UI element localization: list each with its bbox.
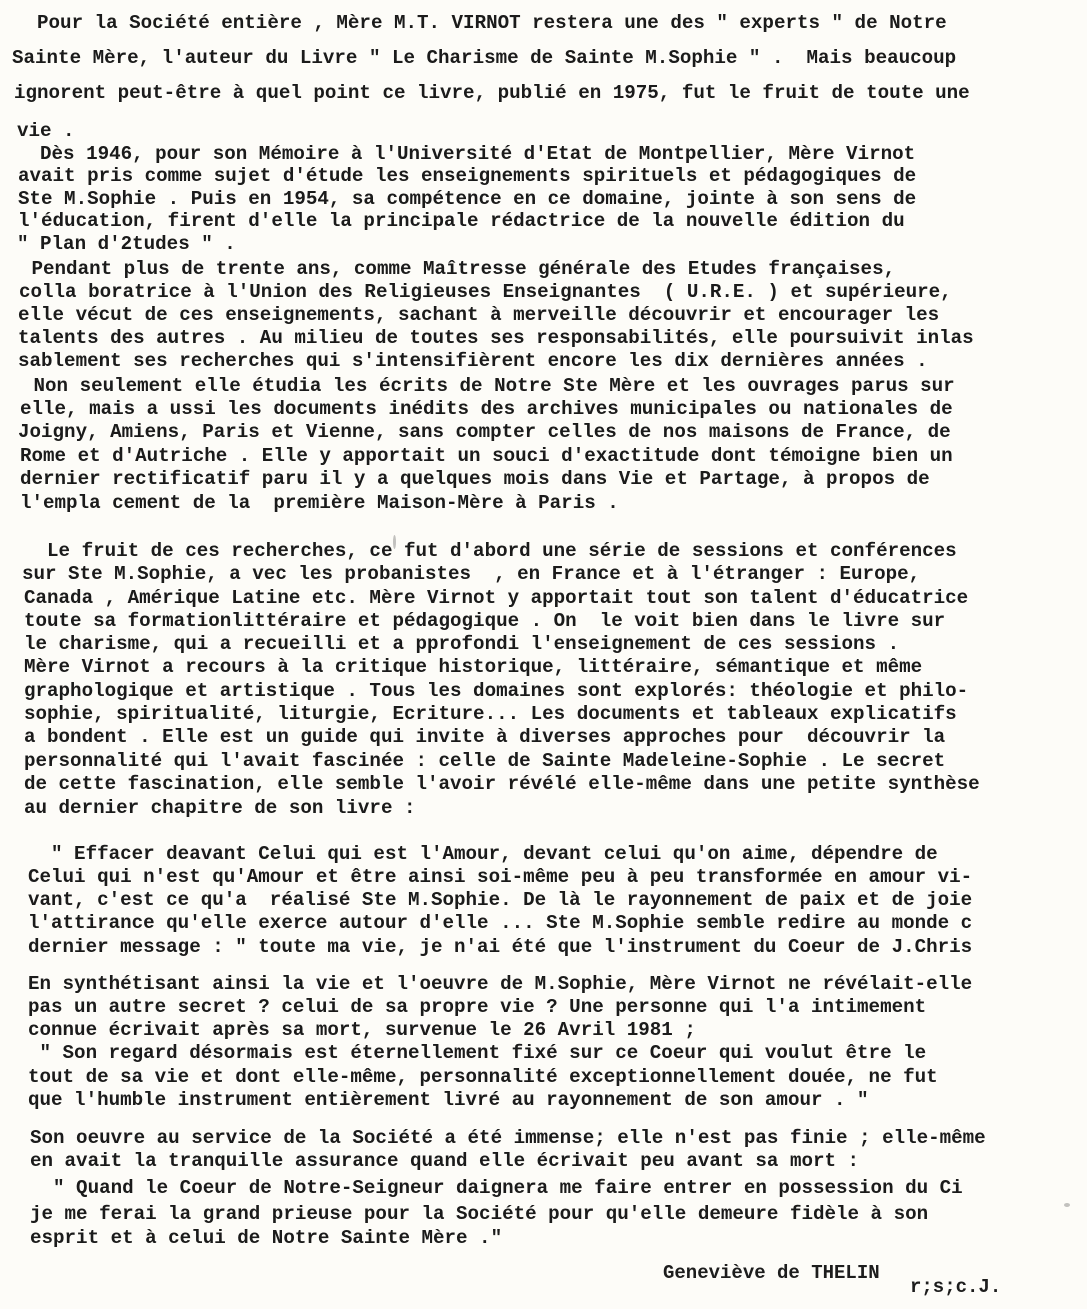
text-line: dernier rectificatif paru il y a quelques mois dans Vie et Partage, à propos de [20, 468, 930, 490]
text-line: je me ferai la grand prieuse pour la Société pour qu'elle demeure fidèle à son [30, 1203, 929, 1225]
text-line: que l'humble instrument entièrement livré au rayonnement de son amour . " [28, 1089, 869, 1111]
text-line: vant, c'est ce qu'a réalisé Ste M.Sophie. De là le rayonnement de paix et de joie [28, 889, 973, 911]
text-line: Mère Virnot a recours à la critique historique, littéraire, sémantique et même [24, 656, 923, 678]
scan-speck [393, 535, 396, 549]
text-line: " Quand le Coeur de Notre-Seigneur daignera me faire entrer en possession du Ci [30, 1177, 963, 1199]
text-line: toute sa formationlittéraire et pédagogique . On le voit bien dans le livre sur [24, 610, 946, 632]
text-line: " Son regard désormais est éternellement fixé sur ce Coeur qui voulut être le [28, 1042, 927, 1064]
text-line: " Plan d'2tudes " . [17, 233, 236, 255]
text-line: a bondent . Elle est un guide qui invite à diverses approches pour découvrir la [24, 726, 946, 748]
signature-suffix: r;s;c.J. [910, 1276, 1002, 1298]
scan-speck [1064, 1203, 1070, 1207]
text-line: Le fruit de ces recherches, ce fut d'abord une série de sessions et conférences [24, 540, 957, 562]
text-line: tout de sa vie et dont elle-même, personnalité exceptionnellement douée, ne fut [28, 1066, 938, 1088]
text-line: Ste M.Sophie . Puis en 1954, sa compétence en ce domaine, jointe à son sens de [18, 188, 917, 210]
text-line: avait pris comme sujet d'étude les enseignements spirituels et pédagogiques de [18, 165, 917, 187]
text-line: elle, mais a ussi les documents inédits des archives municipales ou nationales de [20, 398, 953, 420]
text-line: Son oeuvre au service de la Société a été immense; elle n'est pas finie ; elle-même [30, 1127, 986, 1149]
text-line: personnalité qui l'avait fascinée : celle de Sainte Madeleine-Sophie . Le secret [24, 750, 946, 772]
text-line: Celui qui n'est qu'Amour et être ainsi soi-même peu à peu transformée en amour vi- [28, 866, 973, 888]
text-line: le charisme, qui a recueilli et a pprofondi l'enseignement de ces sessions . [24, 633, 900, 655]
text-line: sablement ses recherches qui s'intensifièrent encore les dix dernières années . [18, 350, 928, 372]
text-line: Canada , Amérique Latine etc. Mère Virnot y apportait tout son talent d'éducatrice [24, 587, 969, 609]
text-line: esprit et à celui de Notre Sainte Mère ." [30, 1227, 503, 1249]
text-line: connue écrivait après sa mort, survenue le 26 Avril 1981 ; [28, 1019, 696, 1041]
text-line: l'attirance qu'elle exerce autour d'elle ... Ste M.Sophie semble redire au monde c [28, 912, 973, 934]
text-line: pas un autre secret ? celui de sa propre vie ? Une personne qui l'a intimement [28, 996, 927, 1018]
text-line: vie . [17, 120, 75, 142]
text-line: En synthétisant ainsi la vie et l'oeuvre de M.Sophie, Mère Virnot ne révélait-elle [28, 973, 973, 995]
signature-name: Geneviève de THELIN [663, 1262, 880, 1284]
text-line: Rome et d'Autriche . Elle y apportait un souci d'exactitude dont témoigne bien un [20, 445, 953, 467]
text-line: au dernier chapitre de son livre : [24, 797, 416, 819]
text-line: Non seulement elle étudia les écrits de Notre Ste Mère et les ouvrages parus sur [22, 375, 955, 397]
text-line: Dès 1946, pour son Mémoire à l'Université d'Etat de Montpellier, Mère Virnot [17, 143, 916, 165]
text-line: colla boratrice à l'Union des Religieuses Enseignantes ( U.R.E. ) et supérieure, [19, 281, 952, 303]
text-line: elle vécut de ces enseignements, sachant à merveille découvrir et encourager les [18, 304, 940, 326]
text-line: de cette fascination, elle semble l'avoir révélé elle-même dans une petite synthèse [24, 773, 980, 795]
text-line: sur Ste M.Sophie, a vec les probanistes , en France et à l'étranger : Europe, [22, 563, 921, 585]
text-line: ignorent peut-être à quel point ce livre, publié en 1975, fut le fruit de toute une [14, 82, 970, 104]
text-line: sophie, spiritualité, liturgie, Ecriture... Les documents et tableaux explicatifs [24, 703, 957, 725]
text-line: l'empla cement de la première Maison-Mère à Paris . [20, 492, 619, 514]
text-line: talents des autres . Au milieu de toutes ses responsabilités, elle poursuivit inlas [18, 327, 974, 349]
text-line: Pendant plus de trente ans, comme Maîtresse générale des Etudes françaises, [20, 258, 896, 280]
text-line: Sainte Mère, l'auteur du Livre " Le Charisme de Sainte M.Sophie " . Mais beaucoup [12, 47, 957, 69]
text-line: en avait la tranquille assurance quand elle écrivait peu avant sa mort : [30, 1150, 860, 1172]
text-line: dernier message : " toute ma vie, je n'ai été que l'instrument du Coeur de J.Chris [28, 936, 973, 958]
text-line: graphologique et artistique . Tous les domaines sont explorés: théologie et philo- [24, 680, 969, 702]
text-line: Pour la Société entière , Mère M.T. VIRNOT restera une des " experts " de Notre [14, 12, 947, 34]
text-line: Joigny, Amiens, Paris et Vienne, sans compter celles de nos maisons de France, de [18, 421, 951, 443]
text-line: " Effacer deavant Celui qui est l'Amour, devant celui qu'on aime, dépendre de [28, 843, 938, 865]
text-line: l'éducation, firent d'elle la principale rédactrice de la nouvelle édition du [18, 210, 905, 232]
